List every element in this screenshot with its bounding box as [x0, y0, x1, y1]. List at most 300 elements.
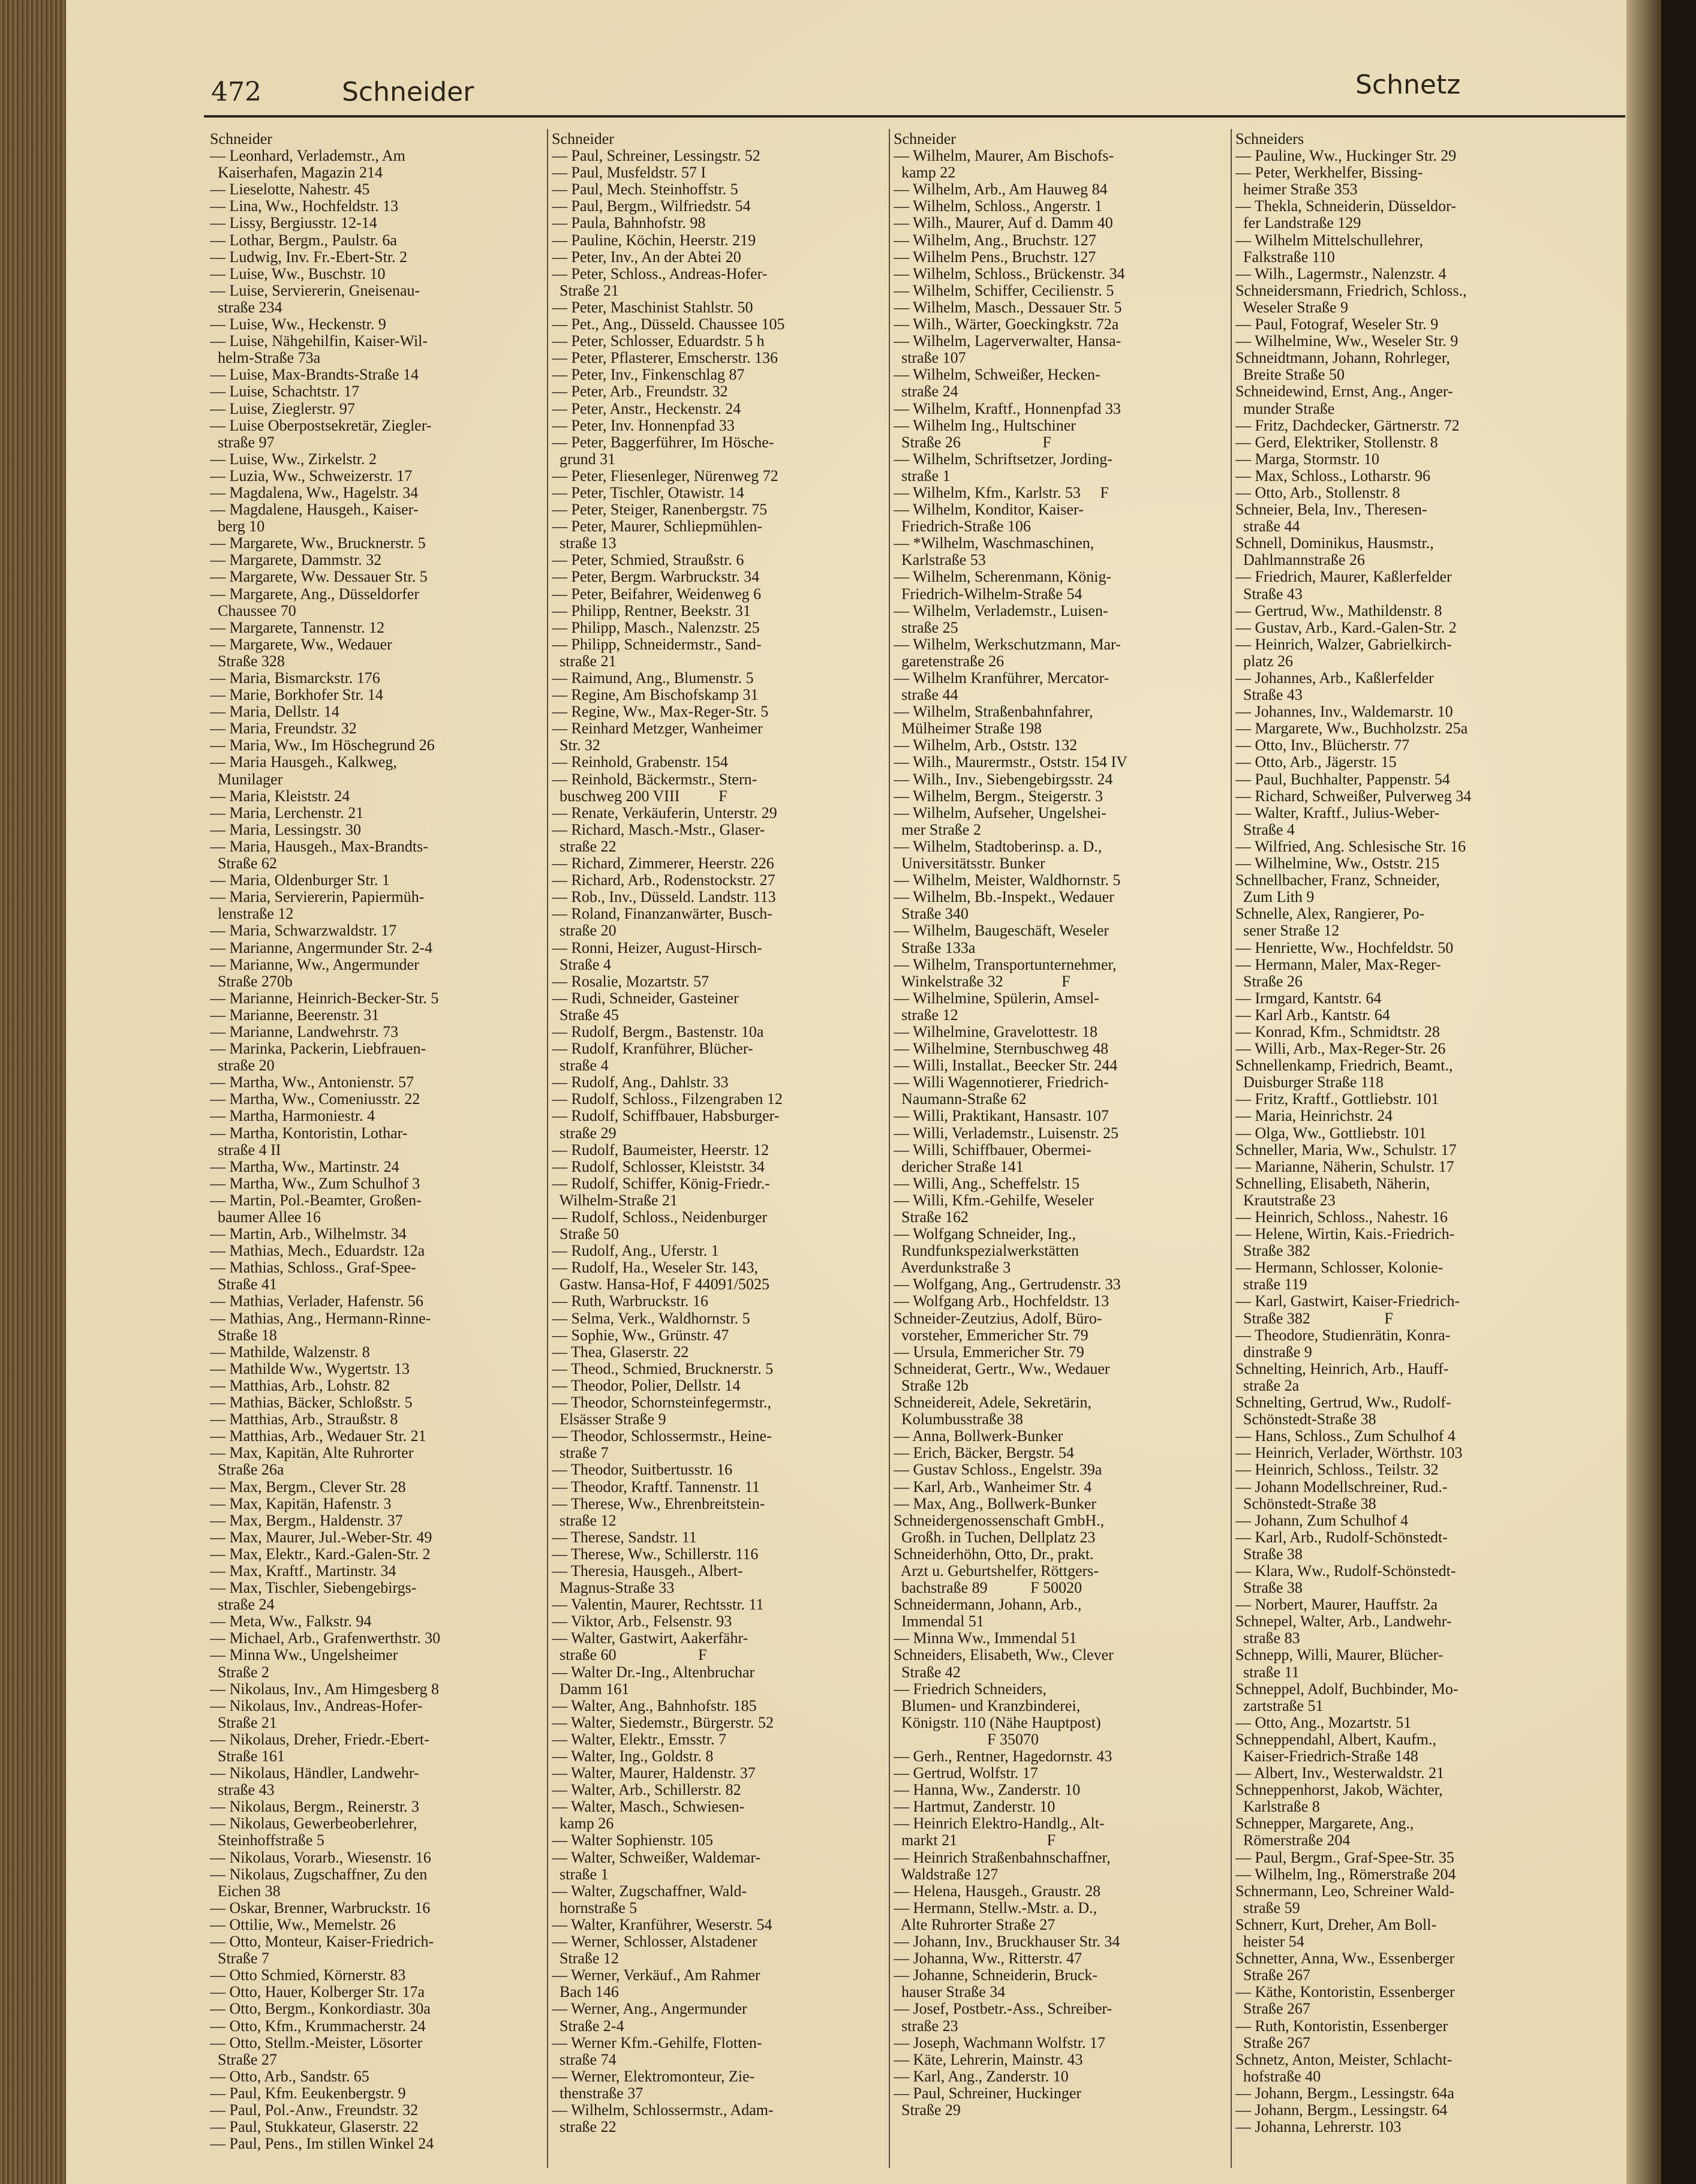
directory-entry-line: — Paul, Bergm., Wilfriedstr. 54	[552, 198, 751, 215]
directory-entry-line: — Henriette, Ww., Hochfeldstr. 50	[1235, 939, 1454, 956]
directory-entry-line: — Michael, Arb., Grafenwerthstr. 30	[210, 1630, 441, 1647]
directory-entry-line: Kaiser-Friedrich-Straße 148	[1235, 1748, 1418, 1765]
directory-entry-line: F 35070	[894, 1731, 1039, 1748]
directory-entry-line: — Paul, Kfm. Eeukenbergstr. 9	[210, 2084, 406, 2102]
directory-entry-line: — Wilhelm Mittelschullehrer,	[1235, 231, 1423, 249]
directory-entry-line: straße 60 F	[552, 1647, 707, 1664]
directory-entry-line: straße 13	[552, 535, 617, 552]
directory-entry-line: — Theod., Schmied, Brucknerstr. 5	[552, 1360, 774, 1377]
directory-entry-line: Straße 29	[894, 2101, 961, 2119]
directory-entry-line: — Regine, Ww., Max-Reger-Str. 5	[552, 703, 769, 721]
directory-entry-line: Schnelling, Elisabeth, Näherin,	[1235, 1175, 1430, 1192]
directory-entry-line: — Peter, Maurer, Schliepmühlen-	[552, 518, 762, 536]
directory-entry-line: Schneidtmann, Johann, Rohrleger,	[1235, 350, 1450, 367]
directory-entry-line: dinstraße 9	[1235, 1343, 1312, 1361]
directory-entry-line: — Otto, Monteur, Kaiser-Friedrich-	[210, 1933, 434, 1951]
directory-entry-line: munder Straße	[1235, 400, 1335, 417]
directory-entry-line: straße 43	[210, 1782, 275, 1799]
directory-entry-line: — Otto Schmied, Körnerstr. 83	[210, 1967, 406, 1984]
directory-entry-line: Schnelle, Alex, Rangierer, Po-	[1235, 906, 1425, 923]
directory-entry-line: — Nikolaus, Inv., Andreas-Hofer-	[210, 1697, 423, 1714]
directory-entry-line: — Maria, Hausgeh., Max-Brandts-	[210, 838, 428, 855]
directory-entry-line: Schnetz, Anton, Meister, Schlacht-	[1235, 2051, 1453, 2068]
directory-entry-line: Straße 162	[894, 1209, 969, 1226]
directory-entry-line: — Luise Oberpostsekretär, Ziegler-	[210, 417, 432, 434]
directory-entry-line: — Margarete, Ww., Wedauer	[210, 636, 392, 653]
directory-entry-line: straße 83	[1235, 1630, 1300, 1647]
directory-entry-line: — Karl, Arb., Rudolf-Schönstedt-	[1235, 1529, 1448, 1546]
directory-entry-line: — Peter, Bergm. Warbruckstr. 34	[552, 568, 760, 586]
directory-entry-line: Straße 41	[210, 1276, 277, 1293]
directory-entry-line: — Paul, Musfeldstr. 57 I	[552, 164, 706, 182]
directory-entry-line: thenstraße 37	[552, 2084, 643, 2102]
directory-entry-line: — Wilhelm, Straßenbahnfahrer,	[894, 703, 1093, 721]
directory-entry-line: — Max, Schloss., Lotharstr. 96	[1235, 467, 1430, 485]
directory-entry-line: — Erich, Bäcker, Bergstr. 54	[894, 1445, 1075, 1462]
directory-entry-line: — Peter, Schmied, Straußstr. 6	[552, 552, 744, 569]
directory-entry-line: — Rudolf, Ang., Uferstr. 1	[552, 1243, 719, 1260]
directory-entry-line: — Walter, Siedemstr., Bürgerstr. 52	[552, 1714, 774, 1731]
directory-entry-line: — Werner Kfm.-Gehilfe, Flotten-	[552, 2034, 762, 2051]
directory-entry-line: — Otto, Kfm., Krummacherstr. 24	[210, 2017, 426, 2035]
directory-entry-line: — Walter, Kranführer, Weserstr. 54	[552, 1916, 772, 1933]
directory-entry-line: Chaussee 70	[210, 602, 296, 619]
directory-entry-line: — Reinhold, Bäckermstr., Stern-	[552, 771, 757, 788]
directory-entry-line: — Richard, Arb., Rodenstockstr. 27	[552, 872, 775, 889]
directory-entry-line: — Lieselotte, Nahestr. 45	[210, 181, 370, 198]
directory-entry-line: — Wilhelm, Arb., Am Hauweg 84	[894, 181, 1108, 198]
directory-entry-line: — Wilhelm, Werkschutzmann, Mar-	[894, 636, 1121, 653]
directory-entry-line: Straße 38	[1235, 1580, 1303, 1597]
directory-entry-line: — Philipp, Masch., Nalenzstr. 25	[552, 619, 760, 636]
directory-entry-line: — Irmgard, Kantstr. 64	[1235, 989, 1382, 1007]
directory-entry-line: heimer Straße 353	[1235, 181, 1358, 198]
directory-entry-line: Krautstraße 23	[1235, 1192, 1336, 1209]
directory-entry-line: — Walter, Gastwirt, Aakerfähr-	[552, 1630, 748, 1647]
directory-entry-line: Straße 328	[210, 652, 285, 670]
directory-entry-line: — Peter, Fliesenleger, Nürenweg 72	[552, 467, 778, 485]
directory-entry-line: — Käthe, Kontoristin, Essenberger	[1235, 1984, 1455, 2001]
directory-entry-line: bachstraße 89 F 50020	[894, 1580, 1082, 1597]
directory-entry-line: — Margarete, Tannenstr. 12	[210, 619, 385, 636]
directory-entry-line: straße 12	[552, 1512, 617, 1529]
directory-entry-line: Schneidergenossenschaft GmbH.,	[894, 1512, 1105, 1529]
directory-entry-line: — Wilhelm, Lagerverwalter, Hansa-	[894, 333, 1121, 350]
directory-entry-line: — Paul, Mech. Steinhoffstr. 5	[552, 181, 738, 198]
directory-entry-line: — Marianne, Heinrich-Becker-Str. 5	[210, 989, 439, 1007]
directory-entry-line: — Mathias, Bäcker, Schloßstr. 5	[210, 1394, 413, 1412]
directory-entry-line: helm-Straße 73a	[210, 350, 321, 367]
directory-entry-line: Arzt u. Geburtshelfer, Röttgers-	[894, 1562, 1099, 1580]
directory-entry-line: — Martha, Ww., Comeniusstr. 22	[210, 1091, 420, 1108]
directory-entry-line: — Hermann, Stellw.-Mstr. a. D.,	[894, 1899, 1097, 1917]
directory-entry-line: — Luzia, Ww., Schweizerstr. 17	[210, 467, 413, 485]
directory-entry-line: Karlstraße 8	[1235, 1798, 1320, 1816]
directory-entry-line: — Reinhard Metzger, Wanheimer	[552, 720, 763, 738]
directory-entry-line: — Johann, Bergm., Lessingstr. 64	[1235, 2101, 1448, 2119]
directory-entry-line: — Wolfgang Schneider, Ing.,	[894, 1226, 1076, 1243]
directory-entry-line: — Peter, Anstr., Heckenstr. 24	[552, 400, 741, 417]
directory-entry-line: Steinhoffstraße 5	[210, 1832, 324, 1849]
directory-entry-line: — Heinrich, Walzer, Gabrielkirch-	[1235, 636, 1452, 653]
directory-entry-line: Straße 7	[210, 1950, 269, 1968]
directory-entry-line: — Fritz, Kraftf., Gottliebstr. 101	[1235, 1091, 1439, 1108]
directory-entry-line: Universitätsstr. Bunker	[894, 855, 1045, 873]
directory-entry-line: Straße 26a	[210, 1461, 284, 1479]
directory-entry-line: — Martin, Pol.-Beamter, Großen-	[210, 1192, 422, 1209]
directory-entry-line: Magnus-Straße 33	[552, 1580, 675, 1597]
directory-entry-line: — Wilhelm, Schloss., Angerstr. 1	[894, 198, 1103, 215]
directory-entry-line: — Pauline, Köchin, Heerstr. 219	[552, 231, 756, 249]
directory-entry-line: — Mathilde Ww., Wygertstr. 13	[210, 1360, 410, 1377]
directory-entry-line: Winkelstraße 32 F	[894, 973, 1070, 990]
directory-entry-line: — Wilhelm, Scherenmann, König-	[894, 568, 1112, 586]
directory-entry-line: — Oskar, Brenner, Warbruckstr. 16	[210, 1899, 431, 1917]
directory-entry-line: — Heinrich, Schloss., Teilstr. 32	[1235, 1461, 1439, 1479]
directory-entry-line: — Wilhelm, Schlossermstr., Adam-	[552, 2101, 774, 2119]
directory-entry-line: — Paul, Pol.-Anw., Freundstr. 32	[210, 2101, 419, 2119]
running-head-right: Schnetz	[1355, 70, 1461, 100]
directory-entry-line: — Max, Tischler, Siebengebirgs-	[210, 1580, 417, 1597]
directory-entry-line: kamp 26	[552, 1815, 614, 1833]
directory-entry-line: Schneider	[210, 131, 272, 148]
directory-entry-line: — Rudolf, Ang., Dahlstr. 33	[552, 1074, 729, 1091]
directory-entry-line: Schneidereit, Adele, Sekretärin,	[894, 1394, 1091, 1412]
directory-entry-line: Friedrich-Straße 106	[894, 518, 1031, 536]
directory-entry-line: — Willi, Ang., Scheffelstr. 15	[894, 1175, 1079, 1192]
directory-entry-line: — Wilhelm, Verlademstr., Luisen-	[894, 602, 1108, 619]
directory-entry-line: — Heinrich, Verlader, Wörthstr. 103	[1235, 1445, 1463, 1462]
directory-entry-line: straße 25	[894, 619, 958, 636]
directory-entry-line: — Gustav, Arb., Kard.-Galen-Str. 2	[1235, 619, 1457, 636]
directory-entry-line: — Wilhelm Kranführer, Mercator-	[894, 670, 1109, 687]
directory-entry-line: — Peter, Inv., Finkenschlag 87	[552, 366, 745, 384]
directory-entry-line: — Gerh., Rentner, Hagedornstr. 43	[894, 1748, 1112, 1765]
directory-entry-line: Schneiders, Elisabeth, Ww., Clever	[894, 1647, 1114, 1664]
directory-entry-line: — Ruth, Warbruckstr. 16	[552, 1293, 709, 1310]
directory-entry-line: straße 12	[894, 1006, 958, 1024]
directory-entry-line: Schnermann, Leo, Schreiner Wald-	[1235, 1882, 1454, 1900]
directory-entry-line: — Friedrich, Maurer, Kaßlerfelder	[1235, 568, 1452, 586]
directory-entry-line: — Walter, Kraftf., Julius-Weber-	[1235, 804, 1440, 822]
directory-entry-line: — Viktor, Arb., Felsenstr. 93	[552, 1613, 732, 1631]
directory-entry-line: straße 11	[1235, 1663, 1300, 1681]
directory-entry-line: — Otto, Bergm., Konkordiastr. 30a	[210, 2001, 431, 2018]
directory-entry-line: Zum Lith 9	[1235, 889, 1315, 906]
directory-entry-line: Schneller, Maria, Ww., Schulstr. 17	[1235, 1141, 1457, 1159]
directory-entry-line: — Maria, Oldenburger Str. 1	[210, 872, 390, 889]
directory-entry-line: vorsteher, Emmericher Str. 79	[894, 1326, 1088, 1344]
directory-entry-line: Blumen- und Kranzbinderei,	[894, 1697, 1081, 1714]
directory-entry-line: — Mathias, Schloss., Graf-Spee-	[210, 1259, 416, 1277]
directory-entry-line: — Wilhelm, Kraftf., Honnenpfad 33	[894, 400, 1121, 417]
directory-entry-line: — Wilh., Lagermstr., Nalenzstr. 4	[1235, 265, 1447, 282]
directory-entry-line: — Wilh., Maurer, Auf d. Damm 40	[894, 215, 1113, 232]
directory-entry-line: — Rudolf, Schloss., Neidenburger	[552, 1209, 768, 1226]
directory-entry-line: — Heinrich, Schloss., Nahestr. 16	[1235, 1209, 1448, 1226]
directory-entry-line: — Paula, Bahnhofstr. 98	[552, 215, 706, 232]
directory-entry-line: — Maria, Freundstr. 32	[210, 720, 357, 738]
directory-entry-line: hauser Straße 34	[894, 1984, 1006, 2001]
directory-entry-line: Straße 2-4	[552, 2017, 624, 2035]
directory-entry-line: — Willi, Schiffbauer, Obermei-	[894, 1141, 1091, 1159]
directory-entry-line: Straße 4	[552, 956, 611, 973]
directory-entry-line: sener Straße 12	[1235, 922, 1340, 940]
directory-entry-line: — Philipp, Rentner, Beekstr. 31	[552, 602, 751, 619]
directory-entry-line: — Walter, Arb., Schillerstr. 82	[552, 1782, 741, 1799]
directory-entry-line: — Rudolf, Kranführer, Blücher-	[552, 1040, 753, 1058]
directory-entry-line: — Karl, Arb., Wanheimer Str. 4	[894, 1478, 1092, 1496]
directory-entry-line: — Nikolaus, Händler, Landwehr-	[210, 1765, 419, 1782]
directory-entry-line: — Paul, Schreiner, Huckinger	[894, 2084, 1082, 2102]
directory-entry-line: — Sophie, Ww., Grünstr. 47	[552, 1326, 729, 1344]
directory-entry-line: — Paul, Schreiner, Lessingstr. 52	[552, 148, 760, 165]
directory-entry-line: — Nikolaus, Dreher, Friedr.-Ebert-	[210, 1731, 429, 1748]
directory-entry-line: — Maria, Kleiststr. 24	[210, 787, 350, 805]
directory-entry-line: — Otto, Arb., Stollenstr. 8	[1235, 484, 1400, 501]
directory-entry-line: straße 59	[1235, 1899, 1300, 1917]
directory-entry-line: — Ludwig, Inv. Fr.-Ebert-Str. 2	[210, 248, 408, 266]
directory-entry-line: Straße 4	[1235, 821, 1295, 838]
directory-entry-line: straße 234	[210, 299, 282, 316]
directory-entry-line: — Wilhelm, Schloss., Brückenstr. 34	[894, 265, 1125, 282]
directory-entry-line: — Theodor, Kraftf. Tannenstr. 11	[552, 1478, 760, 1496]
directory-entry-line: Straße 62	[210, 855, 277, 873]
directory-entry-line: — Wilhelm, Bergm., Steigerstr. 3	[894, 787, 1103, 805]
directory-entry-line: Schnepper, Margarete, Ang.,	[1235, 1815, 1414, 1833]
directory-entry-line: Straße 38	[1235, 1545, 1303, 1563]
directory-entry-line: straße 24	[210, 1596, 275, 1614]
directory-entry-line: — Max, Bergm., Haldenstr. 37	[210, 1512, 403, 1529]
directory-entry-line: — Marianne, Angermunder Str. 2-4	[210, 939, 433, 956]
directory-entry-line: straße 7	[552, 1445, 609, 1462]
directory-entry-line: Schneidermann, Johann, Arb.,	[894, 1596, 1082, 1614]
directory-entry-line: Mülheimer Straße 198	[894, 720, 1042, 738]
directory-entry-line: straße 119	[1235, 1276, 1307, 1293]
directory-entry-line: — Werner, Elektromonteur, Zie-	[552, 2068, 755, 2085]
directory-entry-line: Schneppel, Adolf, Buchbinder, Mo-	[1235, 1680, 1459, 1698]
header-rule	[204, 115, 1625, 118]
directory-entry-line: straße 20	[552, 922, 617, 940]
directory-entry-line: Naumann-Straße 62	[894, 1091, 1027, 1108]
directory-entry-line: straße 23	[894, 2017, 958, 2035]
directory-entry-line: — Matthias, Arb., Straußstr. 8	[210, 1411, 398, 1428]
directory-entry-line: Schneppendahl, Albert, Kaufm.,	[1235, 1731, 1437, 1748]
directory-entry-line: Schnetter, Anna, Ww., Essenberger	[1235, 1950, 1455, 1968]
directory-entry-line: — Ottilie, Ww., Memelstr. 26	[210, 1916, 396, 1933]
directory-entry-line: Immendal 51	[894, 1613, 984, 1631]
directory-entry-line: — Otto, Arb., Jägerstr. 15	[1235, 754, 1397, 771]
directory-entry-line: hofstraße 40	[1235, 2068, 1321, 2085]
directory-entry-line: — Wilhelm, Konditor, Kaiser-	[894, 501, 1084, 519]
directory-entry-line: — Gertrud, Wolfstr. 17	[894, 1765, 1038, 1782]
directory-entry-line: Schnellenkamp, Friedrich, Beamt.,	[1235, 1057, 1453, 1075]
directory-entry-line: Straße 21	[210, 1714, 277, 1731]
directory-entry-line: — Wilfried, Ang. Schlesische Str. 16	[1235, 838, 1466, 855]
directory-entry-line: — Maria, Lerchenstr. 21	[210, 804, 364, 822]
directory-entry-line: — Wolfgang, Ang., Gertrudenstr. 33	[894, 1276, 1121, 1293]
directory-entry-line: — Max, Ang., Bollwerk-Bunker	[894, 1495, 1096, 1512]
directory-entry-line: — Johannes, Arb., Kaßlerfelder	[1235, 670, 1434, 687]
directory-entry-line: garetenstraße 26	[894, 652, 1005, 670]
column-divider	[1231, 129, 1232, 2168]
directory-entry-line: Schneiderat, Gertr., Ww., Wedauer	[894, 1360, 1110, 1377]
directory-entry-line: — Walter, Schweißer, Waldemar-	[552, 1849, 761, 1866]
directory-entry-line: — Lissy, Bergiusstr. 12-14	[210, 215, 377, 232]
directory-entry-line: buschweg 200 VIII F	[552, 787, 727, 805]
directory-entry-line: — Wilhelm, Aufseher, Ungelshei-	[894, 804, 1106, 822]
directory-entry-line: — Wilhelmine, Sternbuschweg 48	[894, 1040, 1109, 1058]
directory-entry-line: Alte Ruhrorter Straße 27	[894, 1916, 1056, 1933]
directory-entry-line: — Johann Modellschreiner, Rud.-	[1235, 1478, 1448, 1496]
book-page-edge	[0, 0, 66, 2184]
directory-entry-line: — Otto, Ang., Mozartstr. 51	[1235, 1714, 1412, 1731]
directory-entry-line: — Max, Bergm., Clever Str. 28	[210, 1478, 406, 1496]
directory-entry-line: — Roland, Finanzanwärter, Busch-	[552, 906, 772, 923]
directory-entry-line: — Anna, Bollwerk-Bunker	[894, 1428, 1063, 1445]
directory-entry-line: — Norbert, Maurer, Hauffstr. 2a	[1235, 1596, 1438, 1614]
directory-entry-line: — Marianne, Beerenstr. 31	[210, 1006, 380, 1024]
directory-entry-line: straße 44	[894, 687, 958, 704]
directory-entry-line: — Maria, Heinrichstr. 24	[1235, 1108, 1393, 1125]
directory-entry-line: — Rudi, Schneider, Gasteiner	[552, 989, 739, 1007]
directory-entry-line: berg 10	[210, 518, 265, 536]
directory-column-4	[1235, 131, 1559, 2164]
directory-entry-line: Straße 161	[210, 1748, 285, 1765]
directory-entry-line: — Max, Maurer, Jul.-Weber-Str. 49	[210, 1529, 432, 1546]
directory-entry-line: straße 21	[552, 652, 617, 670]
directory-entry-line: Karlstraße 53	[894, 552, 986, 569]
directory-entry-line: — Luise, Ww., Buschstr. 10	[210, 265, 386, 282]
directory-entry-line: — Lina, Ww., Hochfeldstr. 13	[210, 198, 399, 215]
directory-entry-line: — Maria, Dellstr. 14	[210, 703, 339, 721]
directory-entry-line: straße 22	[552, 2119, 617, 2136]
directory-entry-line: — Walter, Maurer, Haldenstr. 37	[552, 1765, 756, 1782]
directory-entry-line: — Gertrud, Ww., Mathildenstr. 8	[1235, 602, 1442, 619]
directory-entry-line: — Maria, Lessingstr. 30	[210, 821, 362, 838]
directory-entry-line: — Wilhelmine, Ww., Weseler Str. 9	[1235, 333, 1459, 350]
directory-entry-line: — Peter, Tischler, Otawistr. 14	[552, 484, 744, 501]
directory-entry-line: — Renate, Verkäuferin, Unterstr. 29	[552, 804, 777, 822]
directory-entry-line: — Theodor, Schlossermstr., Heine-	[552, 1428, 772, 1445]
directory-entry-line: Rundfunkspezialwerkstätten	[894, 1243, 1079, 1260]
directory-entry-line: fer Landstraße 129	[1235, 215, 1361, 232]
directory-entry-line: — Raimund, Ang., Blumenstr. 5	[552, 670, 754, 687]
directory-entry-line: — Peter, Schloss., Andreas-Hofer-	[552, 265, 768, 282]
directory-entry-line: straße 20	[210, 1057, 275, 1075]
directory-entry-line: Schneider	[552, 131, 614, 148]
directory-entry-line: — Johann, Zum Schulhof 4	[1235, 1512, 1409, 1529]
directory-entry-line: Munilager	[210, 771, 283, 788]
directory-entry-line: — Meta, Ww., Falkstr. 94	[210, 1613, 372, 1631]
directory-entry-line: Straße 18	[210, 1326, 277, 1344]
directory-entry-line: Straße 26	[1235, 973, 1303, 990]
directory-entry-line: — Gerd, Elektriker, Stollenstr. 8	[1235, 434, 1438, 451]
directory-entry-line: — Leonhard, Verlademstr., Am	[210, 148, 405, 165]
directory-entry-line: — Johann, Bergm., Lessingstr. 64a	[1235, 2084, 1454, 2102]
directory-entry-line: — Wilhelm Pens., Bruchstr. 127	[894, 248, 1096, 266]
directory-entry-line: — Luise, Ww., Heckenstr. 9	[210, 316, 386, 333]
directory-entry-line: Straße 12	[552, 1950, 619, 1968]
directory-entry-line: — Luise, Ww., Zirkelstr. 2	[210, 450, 377, 468]
directory-entry-line: — Maria Hausgeh., Kalkweg,	[210, 754, 397, 771]
directory-entry-line: — Werner, Schlosser, Alstadener	[552, 1933, 757, 1951]
directory-entry-line: — Wilh., Wärter, Goeckingkstr. 72a	[894, 316, 1119, 333]
directory-entry-line: — Therese, Ww., Ehrenbreitstein-	[552, 1495, 765, 1512]
directory-entry-line: Straße 50	[552, 1226, 619, 1243]
directory-entry-line: — Willi, Verlademstr., Luisenstr. 25	[894, 1124, 1118, 1142]
directory-entry-line: — Rudolf, Bergm., Bastenstr. 10a	[552, 1023, 764, 1040]
directory-entry-line: Schneiderhöhn, Otto, Dr., prakt.	[894, 1545, 1094, 1563]
directory-entry-line: Schneier, Bela, Inv., Theresen-	[1235, 501, 1427, 519]
directory-entry-line: Schneidewind, Ernst, Ang., Anger-	[1235, 383, 1453, 401]
directory-entry-line: straße 4	[552, 1057, 609, 1075]
directory-entry-line: — Mathilde, Walzenstr. 8	[210, 1343, 370, 1361]
directory-entry-line: — Karl, Ang., Zanderstr. 10	[894, 2068, 1069, 2085]
directory-entry-line: Duisburger Straße 118	[1235, 1074, 1384, 1091]
directory-entry-line: Bach 146	[552, 1984, 619, 2001]
directory-entry-line: — Thekla, Schneiderin, Düsseldor-	[1235, 198, 1456, 215]
directory-entry-line: Schönstedt-Straße 38	[1235, 1411, 1376, 1428]
directory-entry-line: — Karl, Gastwirt, Kaiser-Friedrich-	[1235, 1293, 1460, 1310]
directory-entry-line: — Margarete, Ang., Düsseldorfer	[210, 585, 419, 603]
directory-entry-line: — Wilh., Inv., Siebengebirgsstr. 24	[894, 771, 1113, 788]
directory-entry-line: — Peter, Steiger, Ranenbergstr. 75	[552, 501, 768, 519]
directory-entry-line: — Wilhelm, Ing., Römerstraße 204	[1235, 1866, 1456, 1883]
directory-entry-line: Königstr. 110 (Nähe Hauptpost)	[894, 1714, 1101, 1731]
directory-column-3	[894, 131, 1229, 2164]
directory-entry-line: — Theodor, Schornsteinfegermstr.,	[552, 1394, 772, 1412]
directory-entry-line: Averdunkstraße 3	[894, 1259, 1011, 1277]
directory-entry-line: — Theodor, Suitbertusstr. 16	[552, 1461, 733, 1479]
directory-entry-line: — Joseph, Wachmann Wolfstr. 17	[894, 2034, 1106, 2051]
directory-entry-line: — Wilhelm, Meister, Waldhornstr. 5	[894, 872, 1121, 889]
directory-entry-line: Straße 12b	[894, 1377, 969, 1394]
directory-entry-line: Straße 267	[1235, 2001, 1310, 2018]
directory-entry-line: — Theodor, Polier, Dellstr. 14	[552, 1377, 741, 1394]
directory-entry-line: — *Wilhelm, Waschmaschinen,	[894, 535, 1094, 552]
directory-entry-line: — Walter, Zugschaffner, Wald-	[552, 1882, 747, 1900]
directory-entry-line: — Magdalena, Ww., Hagelstr. 34	[210, 484, 419, 501]
directory-entry-line: — Nikolaus, Bergm., Reinerstr. 3	[210, 1798, 420, 1816]
directory-entry-line: — Martha, Ww., Martinstr. 24	[210, 1158, 399, 1175]
directory-entry-line: Straße 45	[552, 1006, 619, 1024]
directory-entry-line: — Richard, Zimmerer, Heerstr. 226	[552, 855, 774, 873]
directory-entry-line: straße 2a	[1235, 1377, 1300, 1394]
directory-entry-line: — Regine, Am Bischofskamp 31	[552, 687, 759, 704]
directory-entry-line: — Klara, Ww., Rudolf-Schönstedt-	[1235, 1562, 1456, 1580]
directory-entry-line: — Wilhelm, Baugeschäft, Weseler	[894, 922, 1109, 940]
directory-entry-line: — Reinhold, Grabenstr. 154	[552, 754, 728, 771]
directory-entry-line: — Willi, Installat., Beecker Str. 244	[894, 1057, 1118, 1075]
directory-entry-line: — Ursula, Emmericher Str. 79	[894, 1343, 1084, 1361]
directory-entry-line: — Werner, Verkäuf., Am Rahmer	[552, 1967, 760, 1984]
directory-entry-line: Straße 43	[1235, 687, 1303, 704]
directory-entry-line: Schnerr, Kurt, Dreher, Am Boll-	[1235, 1916, 1437, 1933]
directory-entry-line: — Pet., Ang., Düsseld. Chaussee 105	[552, 316, 785, 333]
directory-entry-line: — Max, Elektr., Kard.-Galen-Str. 2	[210, 1545, 431, 1563]
directory-entry-line: — Johanna, Ww., Ritterstr. 47	[894, 1950, 1082, 1968]
directory-entry-line: — Wilhelm, Maurer, Am Bischofs-	[894, 148, 1114, 165]
directory-entry-line: Kolumbusstraße 38	[894, 1411, 1023, 1428]
directory-entry-line: — Friedrich Schneiders,	[894, 1680, 1047, 1698]
directory-entry-line: Straße 42	[894, 1663, 961, 1681]
directory-entry-line: — Wilhelm, Bb.-Inspekt., Wedauer	[894, 889, 1114, 906]
directory-entry-line: — Paul, Fotograf, Weseler Str. 9	[1235, 316, 1439, 333]
directory-entry-line: Falkstraße 110	[1235, 248, 1335, 266]
directory-entry-line: — Walter, Masch., Schwiesen-	[552, 1798, 745, 1816]
directory-entry-line: — Richard, Masch.-Mstr., Glaser-	[552, 821, 765, 838]
